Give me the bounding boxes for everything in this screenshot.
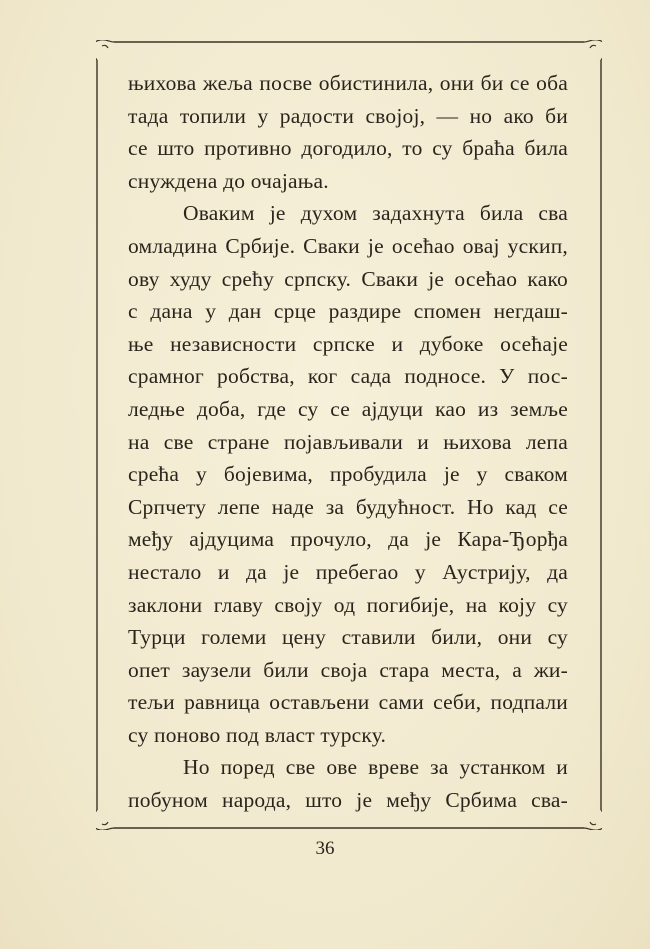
text-line: ову худу срећу српску. Сваки је осећао како <box>128 266 568 291</box>
text-line: заклони главу своју од погибије, на коју су <box>128 592 568 617</box>
text-line: међу ајдуцима прочуло, да је Кара-Ђорђа <box>128 527 568 552</box>
text-line: тељи равница остављени сами себи, подпали <box>128 690 568 715</box>
text-line: су поново под власт турску. <box>128 722 387 747</box>
text-line: срећа у бојевима, пробудила је у сваком <box>128 462 568 487</box>
text-line: на све стране појављивали и њихова лепа <box>128 429 568 454</box>
text-line: тада топили у радости својој, — но ако би <box>128 103 568 128</box>
text-line: срамног робства, ког сада подносе. У пос- <box>128 364 568 389</box>
page-number: 36 <box>315 838 335 859</box>
text-line: Турци големи цену ставили били, они су <box>128 625 568 650</box>
body-text <box>128 67 568 817</box>
text-line: Оваким је духом задахнута била сва <box>183 201 568 226</box>
text-line: снуждена до очајања. <box>128 168 329 193</box>
text-line: Но поред све ове вреве за устанком и <box>183 755 568 780</box>
text-line: нестало и да је пребегао у Аустрију, да <box>128 559 568 584</box>
text-line: с дана у дан срце раздире спомен негдаш- <box>128 299 568 324</box>
text-line: се што противно догодило, то су браћа била <box>128 136 568 161</box>
text-line: ње независности српске и дубоке осећаје <box>128 331 568 356</box>
text-line: Српчету лепе наде за будућност. Но кад се <box>128 494 568 519</box>
text-line: опет заузели били своја стара места, а жи- <box>128 657 568 682</box>
text-line: побуном народа, што је међу Србима сва- <box>128 788 568 813</box>
text-line: њихова жеља посве обистинила, они би се оба <box>128 71 568 95</box>
text-line: ледње доба, где су се ајдуци као из земље <box>128 396 568 421</box>
text-line: омладина Србије. Сваки је осећао овај ускип, <box>128 233 568 258</box>
